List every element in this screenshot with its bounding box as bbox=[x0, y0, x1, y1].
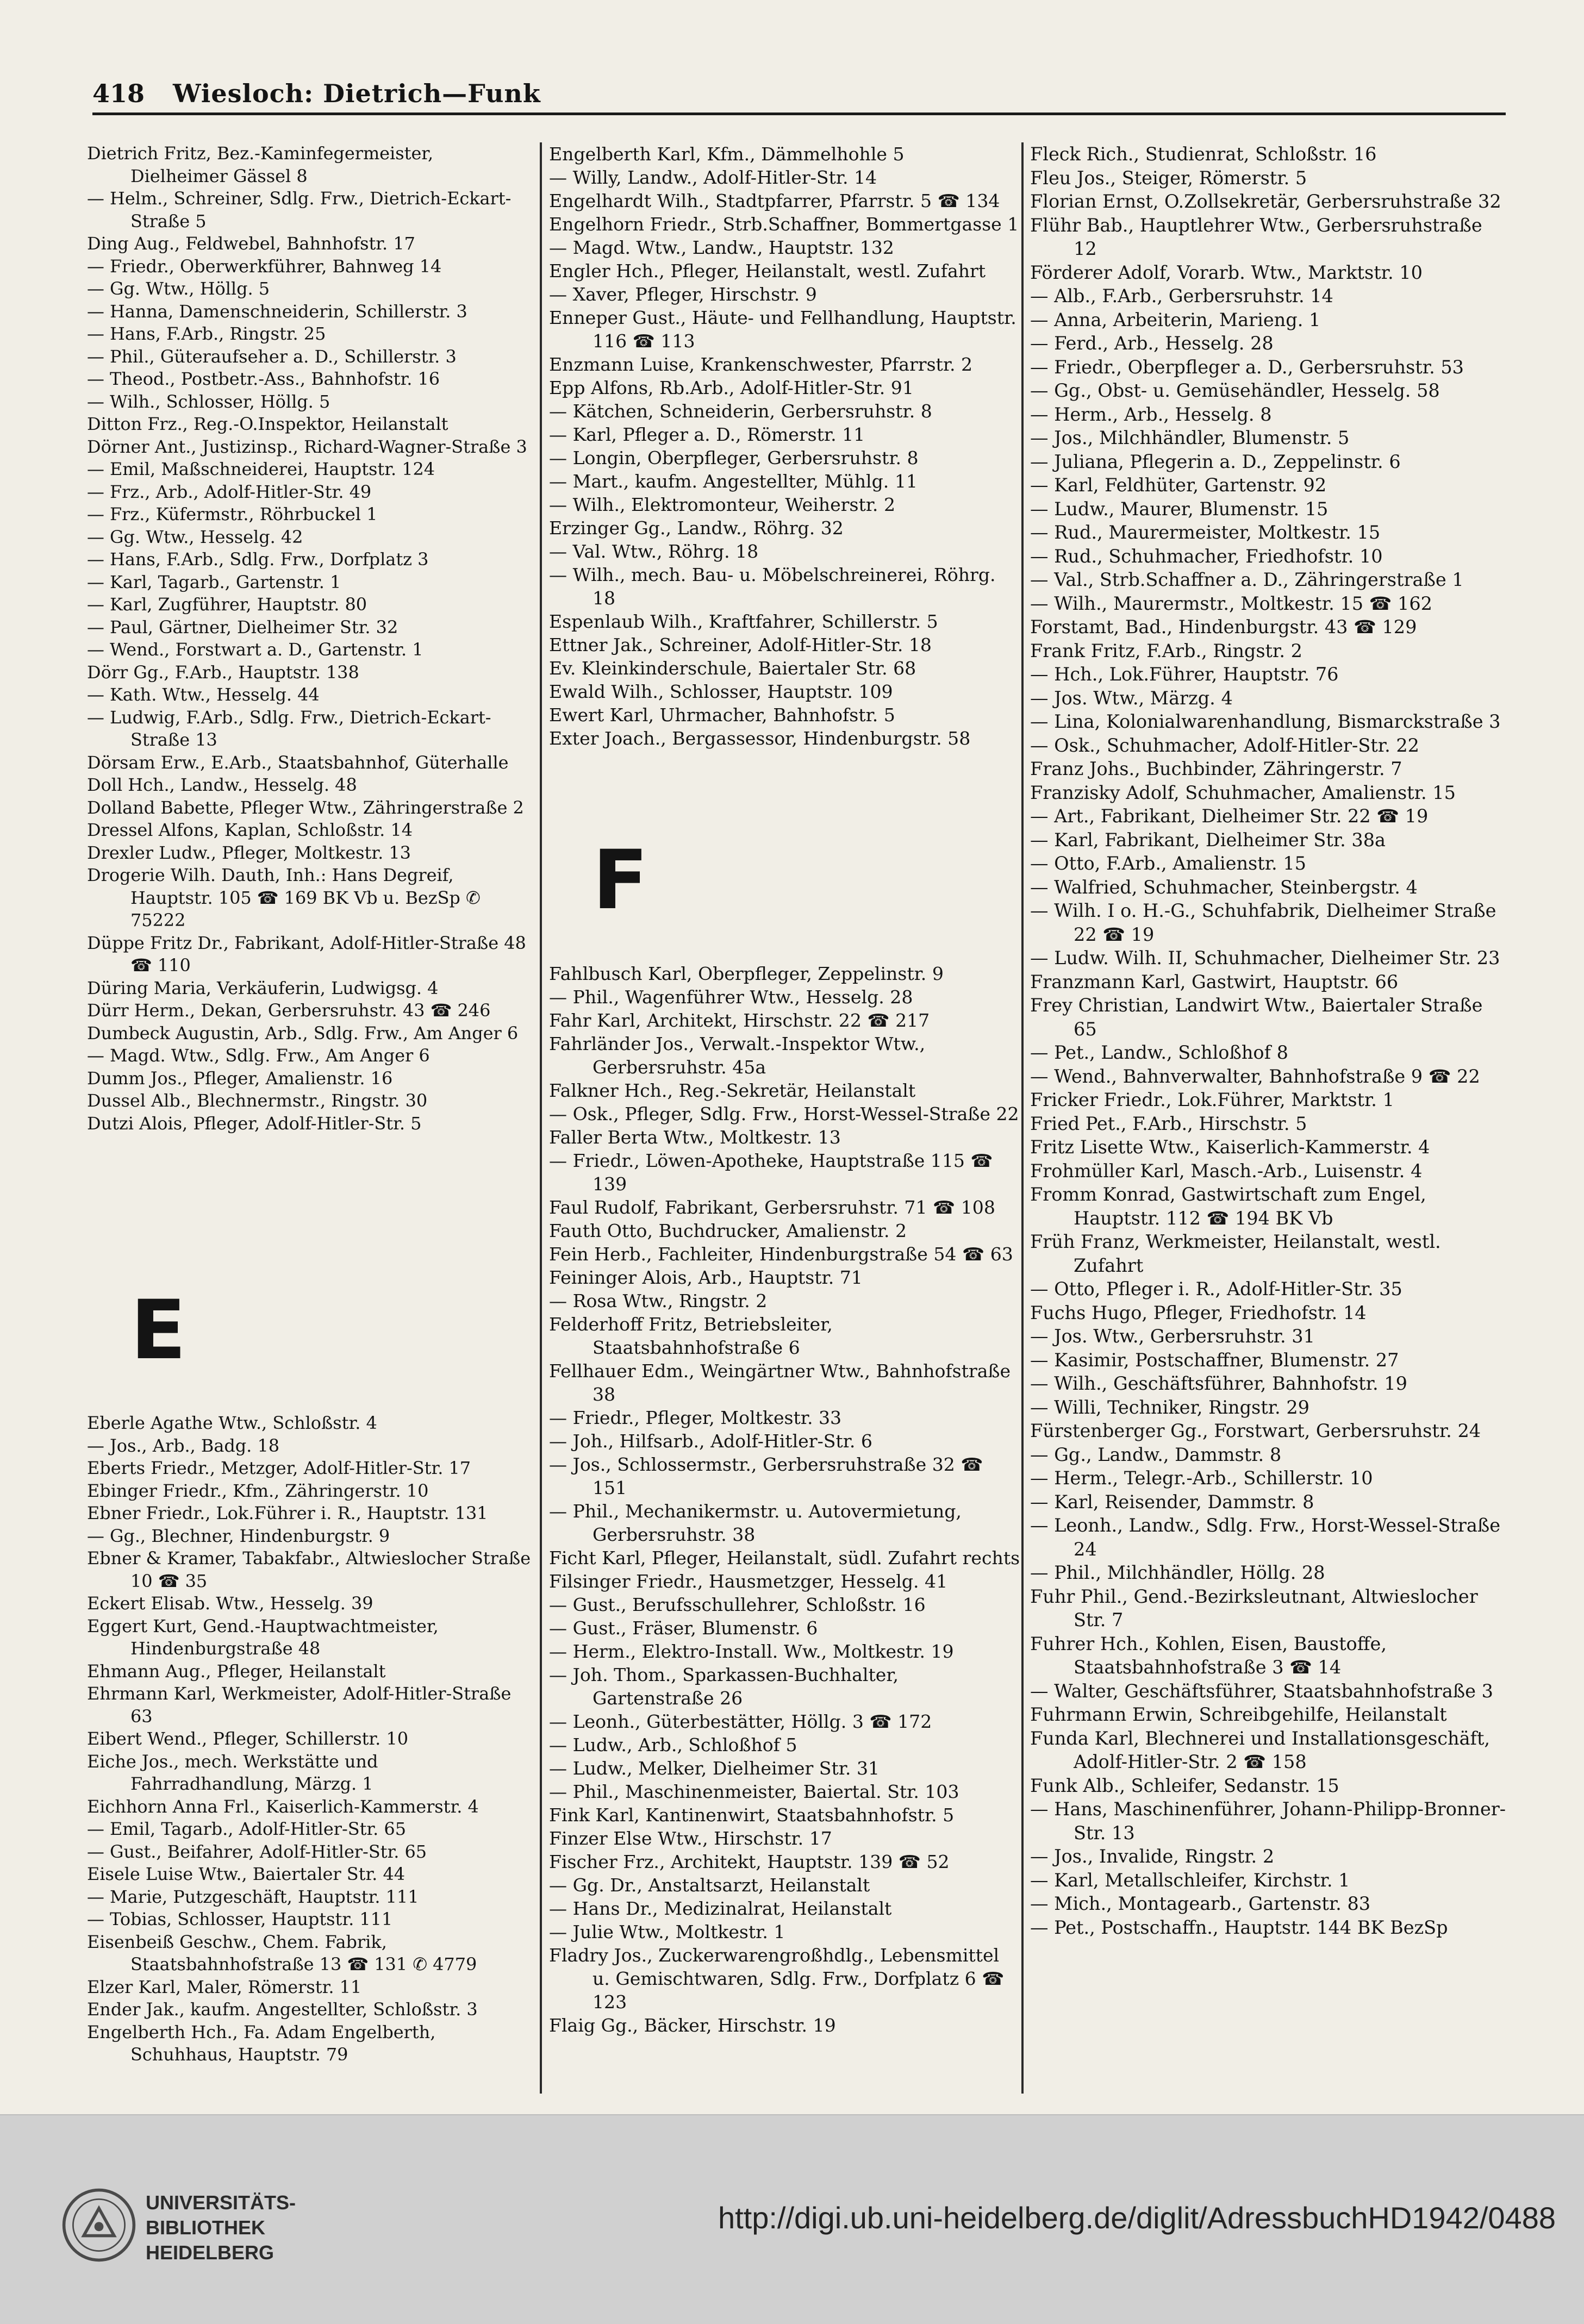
directory-entry: — Kath. Wtw., Hesselg. 44 bbox=[87, 684, 320, 705]
directory-entry: Dolland Babette, Pfleger Wtw., Zähringerstraße 2 bbox=[87, 797, 524, 818]
directory-entry: — Rud., Schuhmacher, Friedhofstr. 10 bbox=[1030, 545, 1383, 567]
directory-entry: Fischer Frz., Architekt, Hauptstr. 139 ☎ 52 bbox=[549, 1851, 950, 1872]
directory-entry: Fahr Karl, Architekt, Hirschstr. 22 ☎ 217 bbox=[549, 1010, 930, 1031]
directory-entry: Eggert Kurt, Gend.-Hauptwachtmeister, Hindenburgstraße 48 bbox=[87, 1615, 439, 1659]
directory-entry: — Julie Wtw., Moltkestr. 1 bbox=[549, 1921, 785, 1942]
directory-entry: — Kätchen, Schneiderin, Gerbersruhstr. 8 bbox=[549, 401, 932, 422]
directory-entry: Doll Hch., Landw., Hesselg. 48 bbox=[87, 774, 357, 795]
library-name-line: HEIDELBERG bbox=[146, 2241, 275, 2264]
directory-entry: Franzisky Adolf, Schuhmacher, Amalienstr. 15 bbox=[1030, 782, 1456, 803]
directory-entry: — Frz., Arb., Adolf-Hitler-Str. 49 bbox=[87, 481, 372, 502]
directory-entry: — Jos., Arb., Badg. 18 bbox=[87, 1435, 280, 1456]
directory-entry: Eberts Friedr., Metzger, Adolf-Hitler-Str. 17 bbox=[87, 1458, 471, 1478]
directory-entry: — Frz., Küfermstr., Röhrbuckel 1 bbox=[87, 504, 378, 524]
directory-entry: — Pet., Postschaffn., Hauptstr. 144 BK BezSp bbox=[1030, 1916, 1448, 1938]
directory-entry: — Hans, F.Arb., Ringstr. 25 bbox=[87, 323, 326, 344]
directory-entry: Eberle Agathe Wtw., Schloßstr. 4 bbox=[87, 1413, 377, 1433]
directory-entry: — Hanna, Damenschneiderin, Schillerstr. 3 bbox=[87, 301, 467, 322]
directory-entry: Enzmann Luise, Krankenschwester, Pfarrstr. 2 bbox=[549, 354, 973, 375]
directory-entry: Drexler Ludw., Pfleger, Moltkestr. 13 bbox=[87, 842, 411, 863]
directory-entry: Dumbeck Augustin, Arb., Sdlg. Frw., Am Anger 6 bbox=[87, 1022, 519, 1044]
directory-entry: — Gg., Landw., Dammstr. 8 bbox=[1030, 1444, 1282, 1465]
directory-entry: Engelberth Hch., Fa. Adam Engelberth, Schuhhaus, Hauptstr. 79 bbox=[87, 2021, 436, 2065]
running-title: Wiesloch: Dietrich—Funk bbox=[173, 79, 541, 108]
directory-entry: — Pet., Landw., Schloßhof 8 bbox=[1030, 1042, 1288, 1063]
directory-entry: — Hans, Maschinenführer, Johann-Philipp-Bronner-Str. 13 bbox=[1030, 1798, 1506, 1844]
directory-entry: Flühr Bab., Hauptlehrer Wtw., Gerbersruhstraße 12 bbox=[1030, 214, 1482, 259]
directory-entry: — Wilh., Geschäftsführer, Bahnhofstr. 19 bbox=[1030, 1373, 1407, 1394]
directory-entry: — Otto, F.Arb., Amalienstr. 15 bbox=[1030, 853, 1306, 874]
directory-entry: — Herm., Telegr.-Arb., Schillerstr. 10 bbox=[1030, 1467, 1373, 1489]
directory-entry: Fritz Lisette Wtw., Kaiserlich-Kammerstr. 4 bbox=[1030, 1136, 1430, 1158]
directory-entry: Fuhrer Hch., Kohlen, Eisen, Baustoffe, Staatsbahnhofstraße 3 ☎ 14 bbox=[1030, 1633, 1387, 1678]
directory-entry: — Friedr., Oberwerkführer, Bahnweg 14 bbox=[87, 255, 442, 277]
directory-entry: — Leonh., Güterbestätter, Höllg. 3 ☎ 172 bbox=[549, 1711, 932, 1732]
directory-entry: Forstamt, Bad., Hindenburgstr. 43 ☎ 129 bbox=[1030, 616, 1417, 638]
page-number: 418 bbox=[92, 79, 145, 108]
directory-entry: — Hch., Lok.Führer, Hauptstr. 76 bbox=[1030, 664, 1339, 685]
directory-entry: Eisenbeiß Geschw., Chem. Fabrik, Staatsbahnhofstraße 13 ☎ 131 ✆ 4779 bbox=[87, 1931, 477, 1975]
directory-entry: Ender Jak., kaufm. Angestellter, Schloßstr. 3 bbox=[87, 1999, 478, 2020]
directory-entry: — Theod., Postbetr.-Ass., Bahnhofstr. 16 bbox=[87, 368, 440, 389]
library-name-line: BIBLIOTHEK bbox=[146, 2216, 265, 2239]
directory-entry: Fürstenberger Gg., Forstwart, Gerbersruhstr. 24 bbox=[1030, 1420, 1481, 1441]
directory-entry: Epp Alfons, Rb.Arb., Adolf-Hitler-Str. 91 bbox=[549, 377, 914, 398]
directory-entry: — Herm., Elektro-Install. Ww., Moltkestr. 19 bbox=[549, 1641, 954, 1662]
section-gap bbox=[87, 1135, 533, 1249]
directory-entry: Ehrmann Karl, Werkmeister, Adolf-Hitler-Straße 63 bbox=[87, 1683, 512, 1727]
directory-entry: — Phil., Wagenführer Wtw., Hesselg. 28 bbox=[549, 986, 913, 1008]
directory-entry: — Joh. Thom., Sparkassen-Buchhalter, Gartenstraße 26 bbox=[549, 1664, 899, 1709]
directory-entry: — Gg. Wtw., Höllg. 5 bbox=[87, 278, 270, 299]
directory-entry: — Gg. Wtw., Hesselg. 42 bbox=[87, 526, 303, 547]
directory-entry: Förderer Adolf, Vorarb. Wtw., Marktstr. 10 bbox=[1030, 261, 1423, 283]
directory-entry: Ebinger Friedr., Kfm., Zähringerstr. 10 bbox=[87, 1480, 429, 1501]
directory-entry: Ettner Jak., Schreiner, Adolf-Hitler-Str. 18 bbox=[549, 634, 932, 655]
directory-entry: — Ferd., Arb., Hesselg. 28 bbox=[1030, 333, 1274, 354]
directory-entry: — Helm., Schreiner, Sdlg. Frw., Dietrich-Eckart-Straße 5 bbox=[87, 188, 512, 232]
directory-entry: Falkner Hch., Reg.-Sekretär, Heilanstalt bbox=[549, 1080, 916, 1101]
directory-entry: — Mart., kaufm. Angestellter, Mühlg. 11 bbox=[549, 471, 918, 492]
directory-entry: — Longin, Oberpfleger, Gerbersruhstr. 8 bbox=[549, 447, 919, 468]
directory-entry: Eisele Luise Wtw., Baiertaler Str. 44 bbox=[87, 1864, 406, 1884]
directory-entry: Fellhauer Edm., Weingärtner Wtw., Bahnhofstraße 38 bbox=[549, 1360, 1011, 1405]
directory-entry: — Gust., Berufsschullehrer, Schloßstr. 16 bbox=[549, 1594, 926, 1615]
directory-entry: Eckert Elisab. Wtw., Hesselg. 39 bbox=[87, 1593, 373, 1614]
viewer-footer bbox=[0, 2114, 1584, 2324]
directory-entry: Franzmann Karl, Gastwirt, Hauptstr. 66 bbox=[1030, 971, 1399, 992]
directory-entry: — Wilh. I o. H.-G., Schuhfabrik, Dielheimer Straße 22 ☎ 19 bbox=[1030, 900, 1496, 945]
directory-entry: — Karl, Fabrikant, Dielheimer Str. 38a bbox=[1030, 829, 1386, 851]
directory-entry: — Rud., Maurermeister, Moltkestr. 15 bbox=[1030, 522, 1381, 543]
directory-entry: Fink Karl, Kantinenwirt, Staatsbahnhofstr. 5 bbox=[549, 1804, 955, 1826]
directory-entry: — Phil., Güteraufseher a. D., Schillerstr. 3 bbox=[87, 346, 457, 367]
directory-entry: Fauth Otto, Buchdrucker, Amalienstr. 2 bbox=[549, 1220, 907, 1241]
column-rule bbox=[540, 142, 542, 2094]
directory-entry: Franz Johs., Buchbinder, Zähringerstr. 7 bbox=[1030, 758, 1402, 779]
directory-entry: Frohmüller Karl, Masch.-Arb., Luisenstr. 4 bbox=[1030, 1160, 1423, 1182]
directory-entry: Eichhorn Anna Frl., Kaiserlich-Kammerstr. 4 bbox=[87, 1796, 479, 1817]
directory-entry: Fleu Jos., Steiger, Römerstr. 5 bbox=[1030, 167, 1307, 189]
library-name bbox=[146, 2190, 296, 2265]
directory-entry: — Gg., Obst- u. Gemüsehändler, Hesselg. 58 bbox=[1030, 380, 1440, 401]
directory-entry: Espenlaub Wilh., Kraftfahrer, Schillerstr. 5 bbox=[549, 611, 938, 632]
directory-entry: Dörr Gg., F.Arb., Hauptstr. 138 bbox=[87, 661, 359, 683]
directory-entry: Fried Pet., F.Arb., Hirschstr. 5 bbox=[1030, 1113, 1307, 1134]
directory-entry: — Kasimir, Postschaffner, Blumenstr. 27 bbox=[1030, 1349, 1399, 1371]
column-rule bbox=[1021, 142, 1024, 2094]
directory-entry: — Herm., Arb., Hesselg. 8 bbox=[1030, 403, 1272, 425]
column-2 bbox=[549, 142, 1022, 2094]
directory-entry: — Magd. Wtw., Sdlg. Frw., Am Anger 6 bbox=[87, 1045, 430, 1066]
directory-entry: Fleck Rich., Studienrat, Schloßstr. 16 bbox=[1030, 143, 1377, 165]
directory-entry: — Mich., Montagearb., Gartenstr. 83 bbox=[1030, 1893, 1371, 1914]
directory-entry: — Jos., Schlossermstr., Gerbersruhstraße 32 ☎ 151 bbox=[549, 1454, 983, 1498]
directory-entry: Florian Ernst, O.Zollsekretär, Gerbersruhstraße 32 bbox=[1030, 191, 1501, 212]
directory-entry: Engler Hch., Pfleger, Heilanstalt, westl. Zufahrt bbox=[549, 260, 986, 282]
directory-entry: — Wilh., Schlosser, Höllg. 5 bbox=[87, 391, 330, 412]
directory-entry: Fuhrmann Erwin, Schreibgehilfe, Heilanstalt bbox=[1030, 1704, 1447, 1725]
directory-entry: — Ludw., Maurer, Blumenstr. 15 bbox=[1030, 498, 1329, 520]
directory-entry: — Phil., Milchhändler, Höllg. 28 bbox=[1030, 1562, 1325, 1583]
directory-entry: — Jos. Wtw., Gerbersruhstr. 31 bbox=[1030, 1326, 1315, 1347]
directory-entry: Eibert Wend., Pfleger, Schillerstr. 10 bbox=[87, 1728, 409, 1749]
directory-entry: Eiche Jos., mech. Werkstätte und Fahrradhandlung, Märzg. 1 bbox=[87, 1751, 378, 1794]
directory-entry: Dürr Herm., Dekan, Gerbersruhstr. 43 ☎ 246 bbox=[87, 1000, 491, 1021]
directory-entry: Funda Karl, Blechnerei und Installationsgeschäft, Adolf-Hitler-Str. 2 ☎ 158 bbox=[1030, 1727, 1491, 1772]
directory-entry: — Val. Wtw., Röhrg. 18 bbox=[549, 541, 759, 562]
directory-entry: Früh Franz, Werkmeister, Heilanstalt, westl. Zufahrt bbox=[1030, 1231, 1441, 1276]
directory-entry: Elzer Karl, Maler, Römerstr. 11 bbox=[87, 1976, 362, 1997]
directory-entry: — Emil, Maßschneiderei, Hauptstr. 124 bbox=[87, 459, 435, 479]
directory-entry: — Walfried, Schuhmacher, Steinbergstr. 4 bbox=[1030, 876, 1418, 898]
directory-entry: Fein Herb., Fachleiter, Hindenburgstraße 54 ☎ 63 bbox=[549, 1244, 1013, 1265]
column-1 bbox=[87, 142, 533, 2094]
directory-entry: — Osk., Schuhmacher, Adolf-Hitler-Str. 22 bbox=[1030, 734, 1419, 756]
section-gap bbox=[549, 750, 1022, 799]
directory-entry: Funk Alb., Schleifer, Sedanstr. 15 bbox=[1030, 1775, 1339, 1796]
directory-entry: — Phil., Maschinenmeister, Baiertal. Str. 103 bbox=[549, 1781, 959, 1802]
directory-entry: — Friedr., Pfleger, Moltkestr. 33 bbox=[549, 1407, 842, 1428]
directory-entry: — Willi, Techniker, Ringstr. 29 bbox=[1030, 1396, 1309, 1418]
directory-entry: — Anna, Arbeiterin, Marieng. 1 bbox=[1030, 309, 1321, 330]
directory-entry: — Wilh., Maurermstr., Moltkestr. 15 ☎ 162 bbox=[1030, 592, 1432, 614]
directory-entry: — Ludwig, F.Arb., Sdlg. Frw., Dietrich-Eckart-Straße 13 bbox=[87, 707, 491, 750]
directory-entry: Fladry Jos., Zuckerwarengroßhdlg., Lebensmittel u. Gemischtwaren, Sdlg. Frw., Dorfplatz 6 ☎ 123 bbox=[549, 1945, 1005, 2013]
directory-entry: — Karl, Zugführer, Hauptstr. 80 bbox=[87, 594, 367, 615]
directory-entry: — Marie, Putzgeschäft, Hauptstr. 111 bbox=[87, 1886, 419, 1907]
section-letter: E bbox=[130, 1283, 186, 1378]
directory-entry: — Jos., Invalide, Ringstr. 2 bbox=[1030, 1846, 1275, 1867]
directory-entry: Fuchs Hugo, Pfleger, Friedhofstr. 14 bbox=[1030, 1302, 1367, 1323]
directory-entry: — Karl, Pfleger a. D., Römerstr. 11 bbox=[549, 424, 865, 445]
directory-entry: Fricker Friedr., Lok.Führer, Marktstr. 1 bbox=[1030, 1089, 1394, 1110]
directory-entry: — Otto, Pfleger i. R., Adolf-Hitler-Str. 35 bbox=[1030, 1278, 1402, 1300]
directory-entry: — Willy, Landw., Adolf-Hitler-Str. 14 bbox=[549, 167, 877, 188]
directory-entry: Fromm Konrad, Gastwirtschaft zum Engel, Hauptstr. 112 ☎ 194 BK Vb bbox=[1030, 1184, 1426, 1229]
directory-entry: — Art., Fabrikant, Dielheimer Str. 22 ☎ 19 bbox=[1030, 805, 1429, 827]
directory-entry: — Ludw., Arb., Schloßhof 5 bbox=[549, 1734, 797, 1756]
directory-entry: — Wend., Forstwart a. D., Gartenstr. 1 bbox=[87, 639, 423, 660]
directory-entry: Ev. Kleinkinderschule, Baiertaler Str. 68 bbox=[549, 658, 916, 679]
directory-entry: — Karl, Feldhüter, Gartenstr. 92 bbox=[1030, 474, 1327, 496]
directory-entry: Fahlbusch Karl, Oberpfleger, Zeppelinstr. 9 bbox=[549, 963, 944, 984]
directory-entry: — Val., Strb.Schaffner a. D., Zähringerstraße 1 bbox=[1030, 569, 1464, 590]
directory-entry: — Friedr., Oberpfleger a. D., Gerbersruhstr. 53 bbox=[1030, 356, 1464, 378]
directory-entry: Düring Maria, Verkäuferin, Ludwigsg. 4 bbox=[87, 977, 439, 998]
directory-entry: Engelhardt Wilh., Stadtpfarrer, Pfarrstr. 5 ☎ 134 bbox=[549, 190, 1000, 211]
directory-entry: Flaig Gg., Bäcker, Hirschstr. 19 bbox=[549, 2015, 836, 2036]
directory-entry: — Tobias, Schlosser, Hauptstr. 111 bbox=[87, 1909, 393, 1929]
directory-entry: Ewald Wilh., Schlosser, Hauptstr. 109 bbox=[549, 681, 893, 702]
directory-entry: — Lina, Kolonialwarenhandlung, Bismarckstraße 3 bbox=[1030, 711, 1501, 732]
directory-entry: — Gg. Dr., Anstaltsarzt, Heilanstalt bbox=[549, 1875, 870, 1896]
directory-entry: — Osk., Pfleger, Sdlg. Frw., Horst-Wessel-Straße 22 bbox=[549, 1103, 1019, 1124]
directory-entry: — Karl, Reisender, Dammstr. 8 bbox=[1030, 1491, 1314, 1513]
directory-entry: — Hans, F.Arb., Sdlg. Frw., Dorfplatz 3 bbox=[87, 549, 429, 570]
directory-entry: Dumm Jos., Pfleger, Amalienstr. 16 bbox=[87, 1067, 393, 1089]
directory-entry: — Paul, Gärtner, Dielheimer Str. 32 bbox=[87, 616, 398, 638]
directory-entry: Felderhoff Fritz, Betriebsleiter, Staatsbahnhofstraße 6 bbox=[549, 1314, 833, 1358]
directory-entry: Ding Aug., Feldwebel, Bahnhofstr. 17 bbox=[87, 233, 415, 254]
directory-entry: — Hans Dr., Medizinalrat, Heilanstalt bbox=[549, 1898, 892, 1919]
directory-entry: Düppe Fritz Dr., Fabrikant, Adolf-Hitler-Straße 48 ☎ 110 bbox=[87, 932, 526, 976]
directory-entry: Ficht Karl, Pfleger, Heilanstalt, südl. Zufahrt rechts bbox=[549, 1547, 1020, 1569]
directory-entry: — Gg., Blechner, Hindenburgstr. 9 bbox=[87, 1525, 390, 1546]
university-seal-icon bbox=[61, 2187, 137, 2263]
directory-entry: Ebner & Kramer, Tabakfabr., Altwieslocher Straße 10 ☎ 35 bbox=[87, 1548, 531, 1591]
directory-entry: Frey Christian, Landwirt Wtw., Baiertaler Straße 65 bbox=[1030, 995, 1483, 1040]
directory-entry: — Rosa Wtw., Ringstr. 2 bbox=[549, 1290, 768, 1311]
directory-entry: Ewert Karl, Uhrmacher, Bahnhofstr. 5 bbox=[549, 704, 895, 726]
directory-entry: Dressel Alfons, Kaplan, Schloßstr. 14 bbox=[87, 820, 413, 840]
directory-entry: Dietrich Fritz, Bez.-Kaminfegermeister, Dielheimer Gässel 8 bbox=[87, 143, 434, 186]
directory-entry: — Ludw., Melker, Dielheimer Str. 31 bbox=[549, 1758, 880, 1779]
directory-entry: Dussel Alb., Blechnermstr., Ringstr. 30 bbox=[87, 1090, 428, 1111]
column-3 bbox=[1030, 142, 1508, 2094]
directory-entry: Enneper Gust., Häute- und Fellhandlung, Hauptstr. 116 ☎ 113 bbox=[549, 307, 1016, 352]
directory-entry: — Walter, Geschäftsführer, Staatsbahnhofstraße 3 bbox=[1030, 1680, 1493, 1702]
directory-entry: — Karl, Tagarb., Gartenstr. 1 bbox=[87, 571, 341, 592]
directory-entry: Frank Fritz, F.Arb., Ringstr. 2 bbox=[1030, 640, 1302, 661]
directory-entry: Fuhr Phil., Gend.-Bezirksleutnant, Altwieslocher Str. 7 bbox=[1030, 1585, 1478, 1630]
directory-entry: — Karl, Metallschleifer, Kirchstr. 1 bbox=[1030, 1869, 1350, 1891]
section-letter: F bbox=[593, 833, 648, 928]
library-name-line: UNIVERSITÄTS- bbox=[146, 2191, 296, 2214]
directory-entry: Engelberth Karl, Kfm., Dämmelhohle 5 bbox=[549, 143, 905, 165]
directory-entry: — Wilh., mech. Bau- u. Möbelschreinerei, Röhrg. 18 bbox=[549, 564, 996, 609]
directory-entry: Dörsam Erw., E.Arb., Staatsbahnhof, Güterhalle bbox=[87, 752, 509, 773]
directory-entry: Filsinger Friedr., Hausmetzger, Hesselg. 41 bbox=[549, 1571, 948, 1592]
directory-entry: — Jos., Milchhändler, Blumenstr. 5 bbox=[1030, 427, 1350, 448]
directory-entry: Dutzi Alois, Pfleger, Adolf-Hitler-Str. 5 bbox=[87, 1113, 422, 1134]
directory-entry: — Gust., Fräser, Blumenstr. 6 bbox=[549, 1617, 818, 1639]
directory-entry: Erzinger Gg., Landw., Röhrg. 32 bbox=[549, 517, 844, 539]
directory-entry: Faller Berta Wtw., Moltkestr. 13 bbox=[549, 1127, 841, 1148]
directory-entry: Dörner Ant., Justizinsp., Richard-Wagner-Straße 3 bbox=[87, 436, 527, 457]
directory-entry: Finzer Else Wtw., Hirschstr. 17 bbox=[549, 1828, 832, 1849]
directory-entry: — Magd. Wtw., Landw., Hauptstr. 132 bbox=[549, 237, 894, 258]
directory-entry: Exter Joach., Bergassessor, Hindenburgstr. 58 bbox=[549, 728, 971, 749]
directory-entry: — Xaver, Pfleger, Hirschstr. 9 bbox=[549, 284, 817, 305]
directory-entry: Faul Rudolf, Fabrikant, Gerbersruhstr. 71 ☎ 108 bbox=[549, 1197, 995, 1218]
directory-entry: Engelhorn Friedr., Strb.Schaffner, Bommertgasse 1 bbox=[549, 214, 1019, 235]
directory-entry: — Ludw. Wilh. II, Schuhmacher, Dielheimer Str. 23 bbox=[1030, 947, 1500, 969]
directory-entry: — Jos. Wtw., Märzg. 4 bbox=[1030, 687, 1233, 709]
directory-entry: — Joh., Hilfsarb., Adolf-Hitler-Str. 6 bbox=[549, 1430, 872, 1452]
directory-entry: — Leonh., Landw., Sdlg. Frw., Horst-Wessel-Straße 24 bbox=[1030, 1515, 1501, 1560]
directory-entry: — Wend., Bahnverwalter, Bahnhofstraße 9 ☎ 22 bbox=[1030, 1065, 1480, 1087]
directory-entry: — Juliana, Pflegerin a. D., Zeppelinstr. 6 bbox=[1030, 451, 1401, 472]
directory-entry: — Phil., Mechanikermstr. u. Autovermietung, Gerbersruhstr. 38 bbox=[549, 1501, 962, 1545]
directory-entry: Ehmann Aug., Pfleger, Heilanstalt bbox=[87, 1660, 386, 1682]
directory-entry: Drogerie Wilh. Dauth, Inh.: Hans Degreif, Hauptstr. 105 ☎ 169 BK Vb u. BezSp ✆ 75222 bbox=[87, 865, 481, 930]
directory-entry: — Wilh., Elektromonteur, Weiherstr. 2 bbox=[549, 494, 896, 515]
directory-entry: — Gust., Beifahrer, Adolf-Hitler-Str. 65 bbox=[87, 1841, 427, 1862]
directory-entry: — Friedr., Löwen-Apotheke, Hauptstraße 115 ☎ 139 bbox=[549, 1150, 993, 1195]
page-header bbox=[92, 72, 1506, 115]
directory-entry: Feininger Alois, Arb., Hauptstr. 71 bbox=[549, 1267, 863, 1288]
directory-entry: Fahrländer Jos., Verwalt.-Inspektor Wtw., Gerbersruhstr. 45a bbox=[549, 1033, 926, 1078]
directory-entry: Ditton Frz., Reg.-O.Inspektor, Heilanstalt bbox=[87, 414, 448, 434]
permalink-url[interactable]: http://digi.ub.uni-heidelberg.de/diglit/AdressbuchHD1942/0488 bbox=[718, 2201, 1556, 2235]
directory-entry: — Alb., F.Arb., Gerbersruhstr. 14 bbox=[1030, 285, 1333, 307]
directory-entry: — Emil, Tagarb., Adolf-Hitler-Str. 65 bbox=[87, 1819, 406, 1839]
directory-entry: Ebner Friedr., Lok.Führer i. R., Hauptstr. 131 bbox=[87, 1503, 488, 1523]
